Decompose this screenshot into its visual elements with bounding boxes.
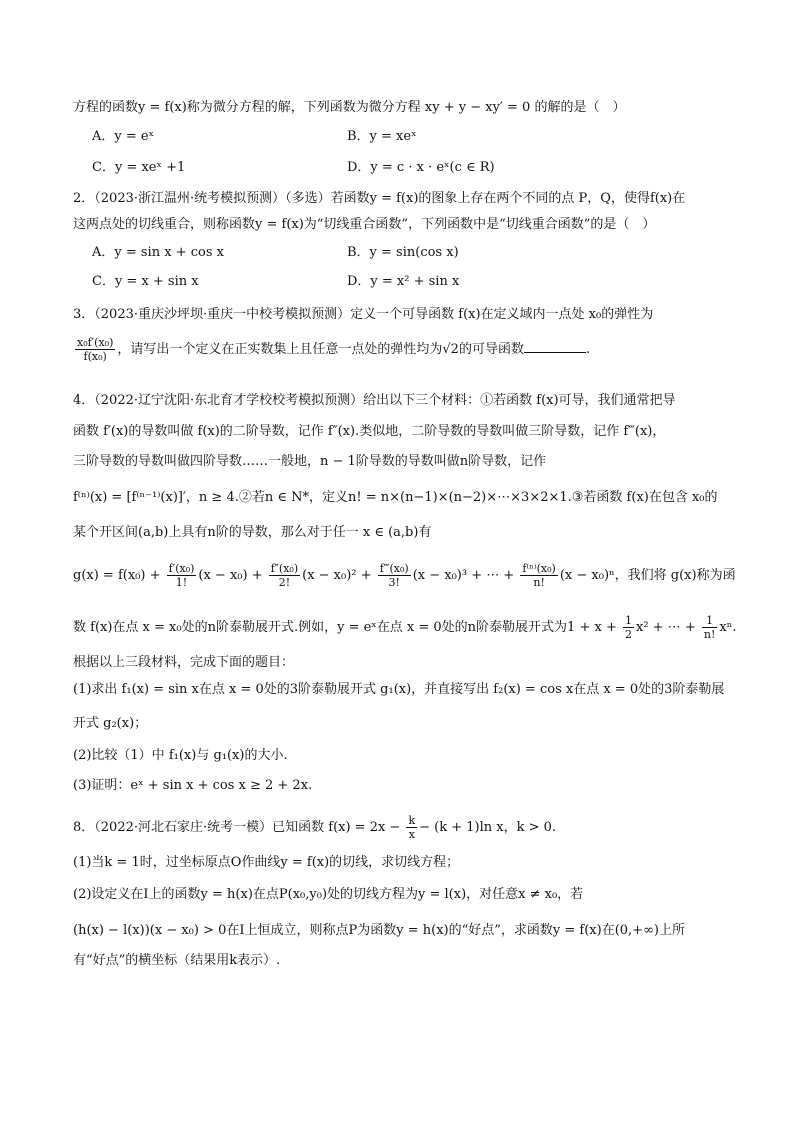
- q1-option-d: D．y = c · x · eˣ(c ∈ R): [347, 160, 495, 175]
- q4-taylor-term-1: $\frac{\text{f′(x₀)}}{1!}$: [168, 562, 195, 589]
- q8-k-over-x: $\frac{k}{x}$: [408, 814, 416, 841]
- q4-example-line: 数 f(x)在点 x = x₀处的n阶泰勒展开式.例如，y = eˣ在点 x = 0处的n阶泰勒展开式为1 + x + $\frac{1}{2}$ x² + ⋯ + $\frac{1}{n!}$ xⁿ.: [73, 614, 737, 641]
- q2-option-d: D．y = x² + sin x: [347, 274, 460, 289]
- q4-line-1: 4．（2022·辽宁沈阳·东北育才学校校考模拟预测）给出以下三个材料：①若函数 f(x)可导，我们通常把导: [73, 393, 676, 408]
- q2-line-1: 2．（2023·浙江温州·统考模拟预测）（多选）若函数y = f(x)的图象上存在两个不同的点 P，Q，使得f(x)在: [73, 191, 686, 206]
- q3-line-1: 3．（2023·重庆沙坪坝·重庆一中校考模拟预测）定义一个可导函数 f(x)在定义域内一点处 x₀的弹性为: [73, 307, 654, 322]
- q4-line-8: 根据以上三段材料，完成下面的题目：: [73, 655, 295, 670]
- q4-example-frac-1: $\frac{1}{2}$: [624, 614, 632, 641]
- q1-option-c: C．y = xeˣ +1: [92, 160, 186, 175]
- q4-line-4: f⁽ⁿ⁾(x) = [f⁽ⁿ⁻¹⁾(x)]′，n ≥ 4.②若n ∈ N*，定义n! = n×(n−1)×(n−2)×⋯×3×2×1.③若函数 f(x)在包含 x₀的: [73, 490, 718, 505]
- q4-line-2: 函数 f′(x)的导数叫做 f(x)的二阶导数，记作 f″(x).类似地，二阶导数的导数叫做三阶导数，记作 f‴(x)，: [73, 424, 666, 439]
- q4-line-5: 某个开区间(a,b)上具有n阶的导数，那么对于任一 x ∈ (a,b)有: [73, 525, 432, 540]
- q8-part-2: (2)设定义在I上的函数y = h(x)在点P(x₀,y₀)处的切线方程为y = l(x)，对任意x ≠ x₀，若: [73, 887, 584, 902]
- q4-part-1: (1)求出 f₁(x) = sin x在点 x = 0处的3阶泰勒展开式 g₁(x)，并直接写出 f₂(x) = cos x在点 x = 0处的3阶泰勒展: [73, 682, 725, 697]
- q1-option-a: A．y = eˣ: [92, 129, 155, 144]
- q2-option-a: A．y = sin x + cos x: [92, 245, 224, 260]
- q4-part-1-cont: 开式 g₂(x)；: [73, 716, 148, 731]
- q8-part-2-end: 有“好点”的横坐标（结果用k表示）.: [73, 953, 281, 968]
- q2-line-2: 这两点处的切线重合，则称函数y = f(x)为“切线重合函数”，下列函数中是“切线重合函数”的是（ ）: [73, 217, 656, 232]
- q4-taylor-term-2: $\frac{\text{f″(x₀)}}{2!}$: [270, 562, 299, 589]
- q4-part-2: (2)比较（1）中 f₁(x)与 g₁(x)的大小.: [73, 748, 288, 763]
- q4-taylor-term-n: $\frac{\text{f⁽ⁿ⁾(x₀)}}{n!}$: [522, 562, 556, 589]
- q8-line-1: 8．（2022·河北石家庄·统考一模）已知函数 f(x) = 2x − $\frac{k}{x}$ − (k + 1)ln x，k > 0.: [73, 814, 557, 841]
- q4-line-3: 三阶导数的导数叫做四阶导数……一般地，n − 1阶导数的导数叫做n阶导数，记作: [73, 454, 547, 469]
- q4-example-frac-2: $\frac{1}{n!}$: [703, 614, 716, 641]
- q8-part-2-cont: (h(x) − l(x))(x − x₀) > 0在I上恒成立，则称点P为函数y = h(x)的“好点”，求函数y = f(x)在(0,+∞)上所: [73, 923, 685, 938]
- q3-answer-blank[interactable]: [524, 340, 586, 353]
- q1-stem: 方程的函数y = f(x)称为微分方程的解，下列函数为微分方程 xy + y − xy′ = 0 的解的是（ ）: [73, 100, 626, 115]
- q8-part-1: (1)当k = 1时，过坐标原点O作曲线y = f(x)的切线，求切线方程；: [73, 855, 460, 870]
- q4-part-3: (3)证明：eˣ + sin x + cos x ≥ 2 + 2x.: [73, 778, 313, 793]
- q4-taylor-term-3: $\frac{\text{f‴(x₀)}}{3!}$: [379, 562, 409, 589]
- q2-option-b: B．y = sin(cos x): [347, 245, 459, 260]
- q3-elasticity-fraction: $\frac{\text{x₀f′(x₀)}}{\text{f(x₀)}}$: [77, 336, 114, 363]
- q1-option-b: B．y = xeˣ: [347, 129, 417, 144]
- q2-option-c: C．y = x + sin x: [92, 274, 199, 289]
- q3-line-2: $\frac{\text{x₀f′(x₀)}}{\text{f(x₀)}}$ ，请写出一个定义在正实数集上且任意一点处的弹性均为√2的可导函数 .: [77, 336, 591, 363]
- q4-taylor-formula: g(x) = f(x₀) + $\frac{\text{f′(x₀)}}{1!}$ (x − x₀) + $\frac{\text{f″(x₀)}}{2!}$ (x − x₀)² + $\frac{\text{f‴(x₀)}}{3!}$ (x − x₀)³ + ⋯ + $\frac{\text{f⁽ⁿ⁾(x₀)}}{n!}$ (x − x₀)ⁿ，我们将 g(x)称为函: [73, 562, 736, 589]
